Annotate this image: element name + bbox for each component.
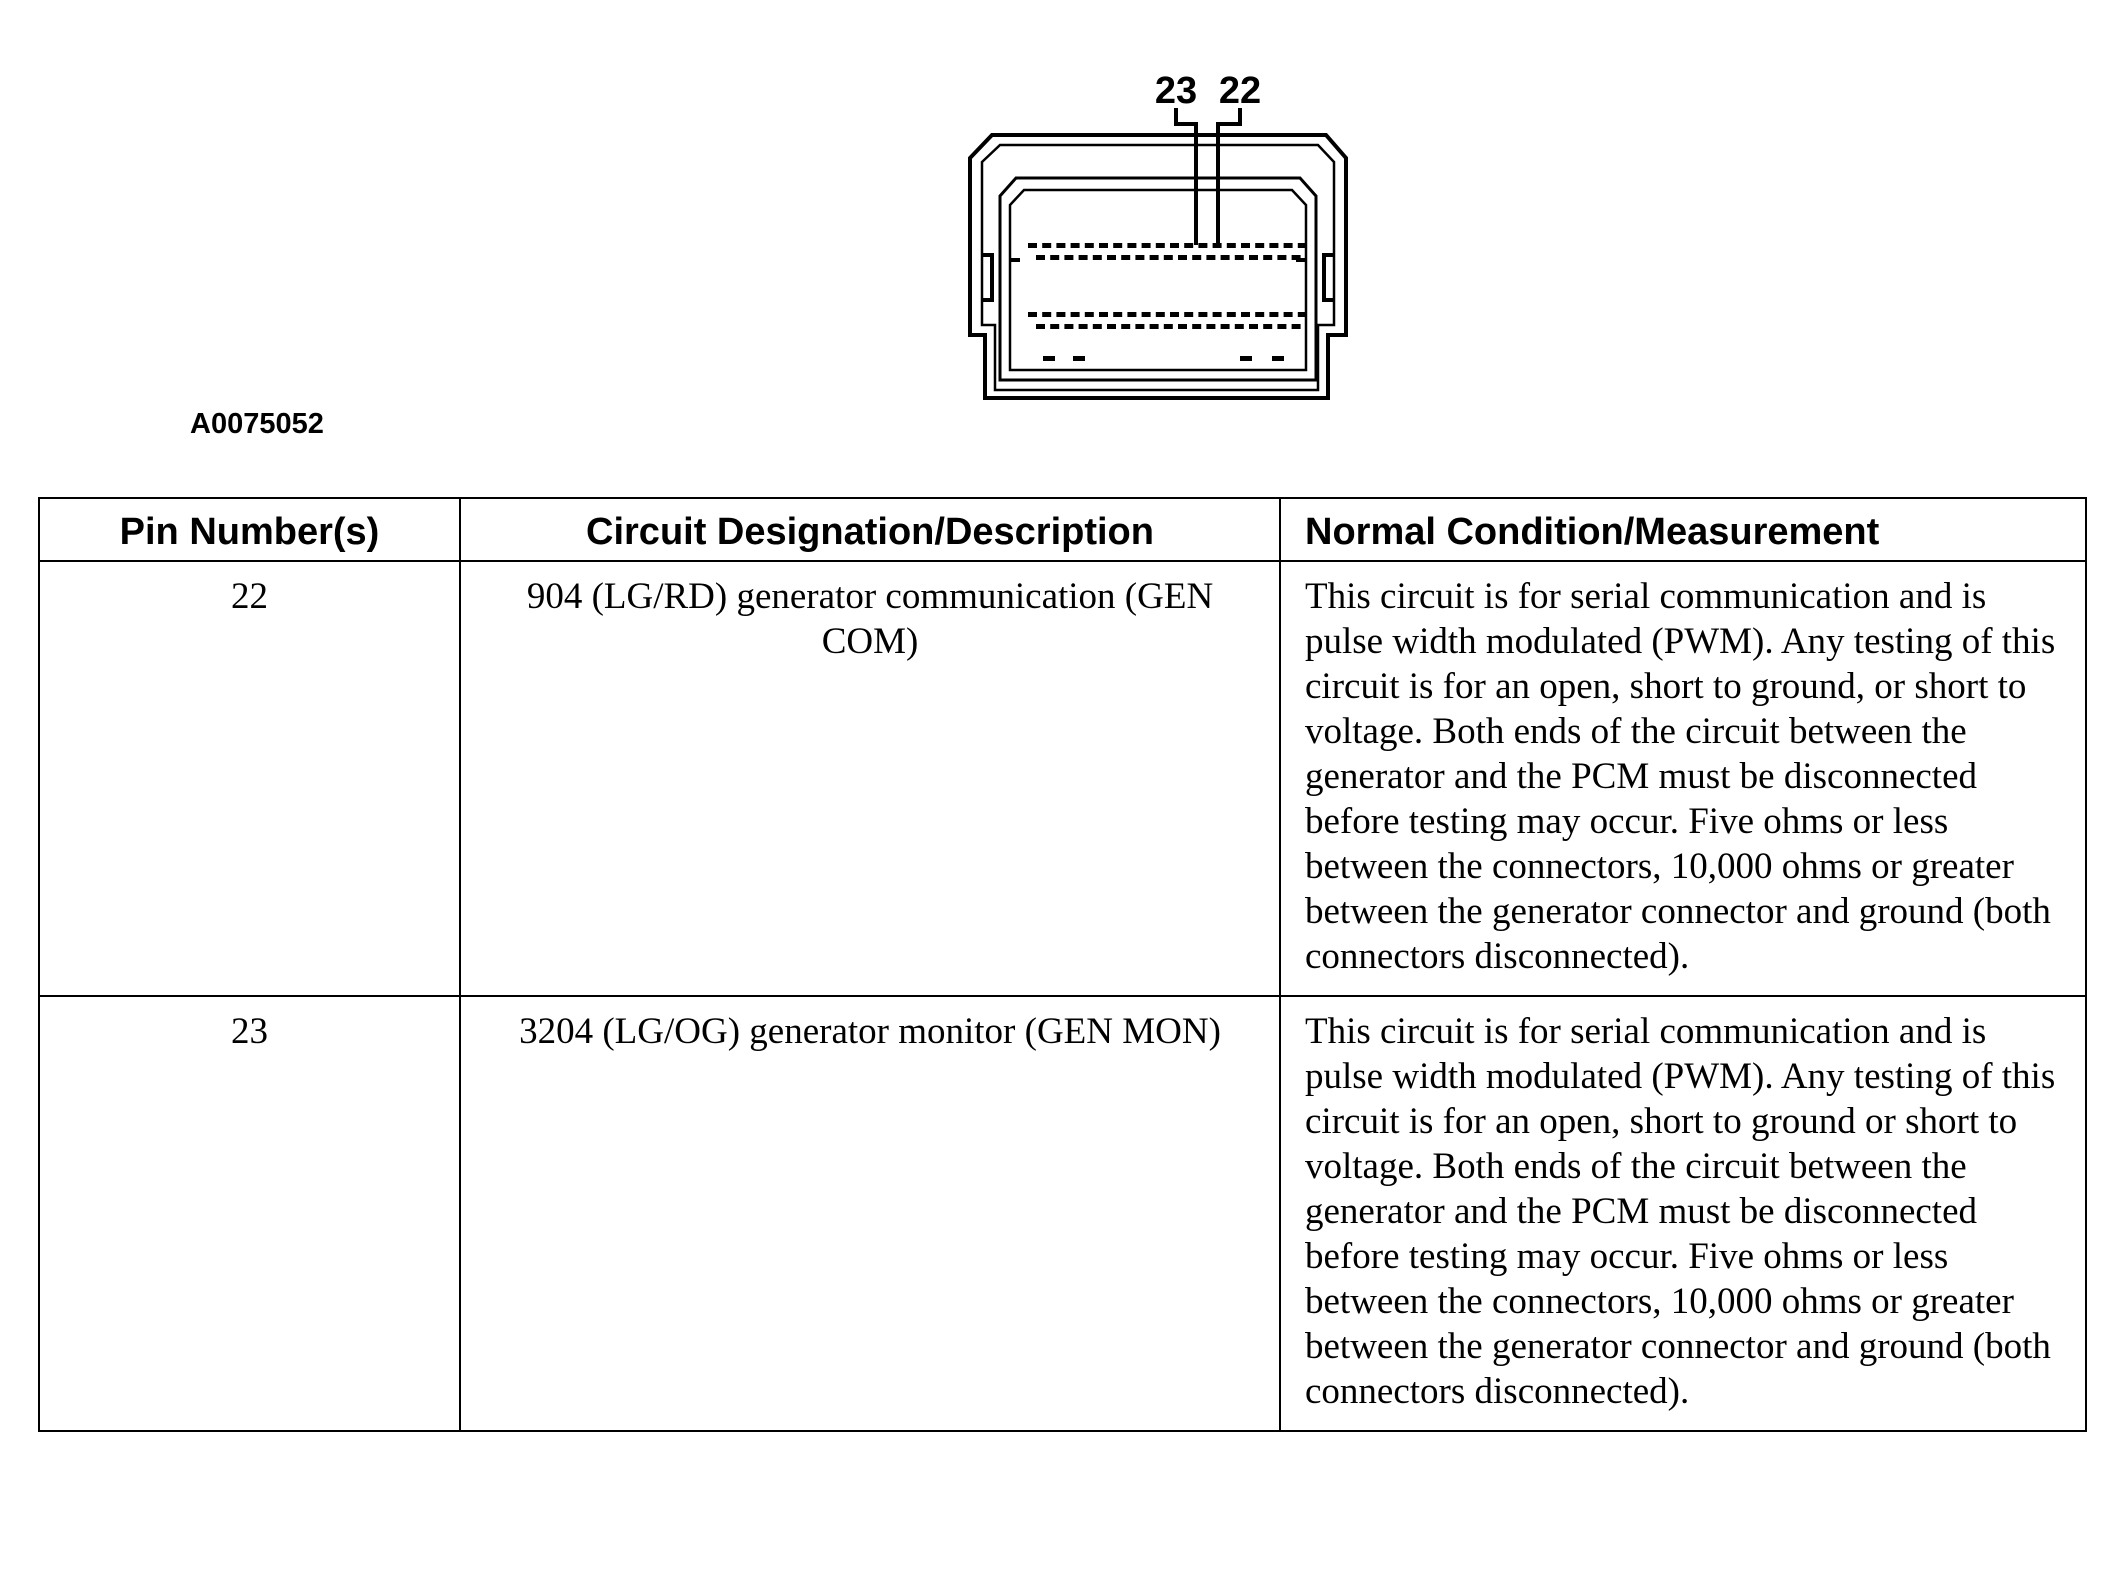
connector-pin <box>1269 312 1278 317</box>
header-normal-condition: Normal Condition/Measurement <box>1280 498 2086 561</box>
connector-pin <box>1206 324 1215 329</box>
pin-number-cell: 22 <box>39 561 460 996</box>
connector-power-pin <box>1272 356 1284 361</box>
figure-id: A0075052 <box>190 408 324 440</box>
connector-pin <box>1277 324 1286 329</box>
connector-pin <box>1249 324 1258 329</box>
connector-pin <box>1028 243 1037 248</box>
connector-pin <box>1036 324 1045 329</box>
connector-power-pin <box>1240 356 1252 361</box>
connector-pin <box>1249 255 1258 260</box>
table-row <box>39 996 2086 1431</box>
connector-pin <box>1227 312 1236 317</box>
connector-pin <box>1178 324 1187 329</box>
connector-pin <box>1113 243 1122 248</box>
connector-pin <box>1292 255 1301 260</box>
connector-pin <box>1099 312 1108 317</box>
connector-pin <box>1056 243 1065 248</box>
connector-pin <box>1107 324 1116 329</box>
connector-pin <box>1255 243 1264 248</box>
connector-pin <box>1142 243 1151 248</box>
connector-pin <box>1127 312 1136 317</box>
connector-pin <box>1298 312 1307 317</box>
connector-pin <box>1156 243 1165 248</box>
connector-pin <box>1071 243 1080 248</box>
connector-pin <box>1184 243 1193 248</box>
connector-pin <box>1284 312 1293 317</box>
connector-pin <box>1135 255 1144 260</box>
connector-pin <box>1121 324 1130 329</box>
connector-pin <box>1292 324 1301 329</box>
header-pin-numbers: Pin Number(s) <box>39 498 460 561</box>
pin-number-cell: 23 <box>39 996 460 1431</box>
connector-pin <box>1142 312 1151 317</box>
connector-pin <box>1036 255 1045 260</box>
connector-pin <box>1235 255 1244 260</box>
circuit-description-cell: 904 (LG/RD) generator communication (GEN COM) <box>460 561 1280 996</box>
connector-pin <box>1135 324 1144 329</box>
connector-pin <box>1028 312 1037 317</box>
connector-pin <box>1284 243 1293 248</box>
connector-pin <box>1121 255 1130 260</box>
connector-pin <box>1056 312 1065 317</box>
connector-pin <box>1064 324 1073 329</box>
connector-pin <box>1227 243 1236 248</box>
connector-pin <box>1213 312 1222 317</box>
header-circuit-designation: Circuit Designation/Description <box>460 498 1280 561</box>
connector-pin <box>1042 312 1051 317</box>
connector-pin <box>1050 255 1059 260</box>
circuit-description-cell: 3204 (LG/OG) generator monitor (GEN MON) <box>460 996 1280 1431</box>
connector-housing <box>970 135 1346 398</box>
connector-pin <box>1113 312 1122 317</box>
connector-pin <box>1093 255 1102 260</box>
connector-pin <box>1198 243 1207 248</box>
connector-pin <box>1206 255 1215 260</box>
connector-power-pin <box>1043 356 1055 361</box>
connector-pin <box>1241 243 1250 248</box>
connector-pin <box>1269 243 1278 248</box>
connector-pin <box>1298 243 1307 248</box>
connector-pin <box>1093 324 1102 329</box>
connector-pin <box>1263 255 1272 260</box>
connector-pin <box>1064 255 1073 260</box>
pin-label-22: 22 <box>1218 70 1262 112</box>
connector-pin <box>1127 243 1136 248</box>
table-row <box>39 561 2086 996</box>
pin-label-23: 23 <box>1154 70 1198 112</box>
condition-measurement-cell: This circuit is for serial communication and is pulse width modulated (PWM). Any testing of this circuit is for an open, short to ground, or short to voltage. Both ends of the circuit between the generator and the PCM must be disconnected before testing may occur. Five ohms or less between the connectors, 10,000 ohms or greater between the generator connector and ground (both connectors disconnected). <box>1280 561 2086 996</box>
connector-pin <box>1071 312 1080 317</box>
connector-pin <box>1277 255 1286 260</box>
connector-pin <box>1164 255 1173 260</box>
connector-pin <box>1085 312 1094 317</box>
connector-pin <box>1198 312 1207 317</box>
connector-pin <box>1107 255 1116 260</box>
table-header-row <box>39 498 2086 561</box>
connector-pin <box>1178 255 1187 260</box>
connector-pin <box>1042 243 1051 248</box>
connector-pin <box>1184 312 1193 317</box>
connector-pin <box>1221 255 1230 260</box>
connector-pin <box>1079 324 1088 329</box>
connector-pin <box>1192 324 1201 329</box>
pin-table <box>38 497 2087 1432</box>
connector-power-pin <box>1073 356 1085 361</box>
connector-pin <box>1170 243 1179 248</box>
connector-pin <box>1255 312 1264 317</box>
connector-pin <box>1150 255 1159 260</box>
connector-pin <box>1050 324 1059 329</box>
connector-pin <box>1192 255 1201 260</box>
connector-pin <box>1099 243 1108 248</box>
connector-pin <box>1170 312 1179 317</box>
connector-pin <box>1150 324 1159 329</box>
connector-diagram <box>0 0 2124 440</box>
connector-pin <box>1263 324 1272 329</box>
connector-pin <box>1213 243 1222 248</box>
connector-pin <box>1085 243 1094 248</box>
connector-pin <box>1221 324 1230 329</box>
connector-pin <box>1164 324 1173 329</box>
connector-pin-rows <box>1028 243 1307 361</box>
connector-pin <box>1156 312 1165 317</box>
connector-pin <box>1235 324 1244 329</box>
connector-pin <box>1079 255 1088 260</box>
connector-pin <box>1241 312 1250 317</box>
condition-measurement-cell: This circuit is for serial communication and is pulse width modulated (PWM). Any testing of this circuit is for an open, short to ground or short to voltage. Both ends of the circuit between the generator and the PCM must be disconnected before testing may occur. Five ohms or less between the connectors, 10,000 ohms or greater between the generator connector and ground (both connectors disconnected). <box>1280 996 2086 1431</box>
